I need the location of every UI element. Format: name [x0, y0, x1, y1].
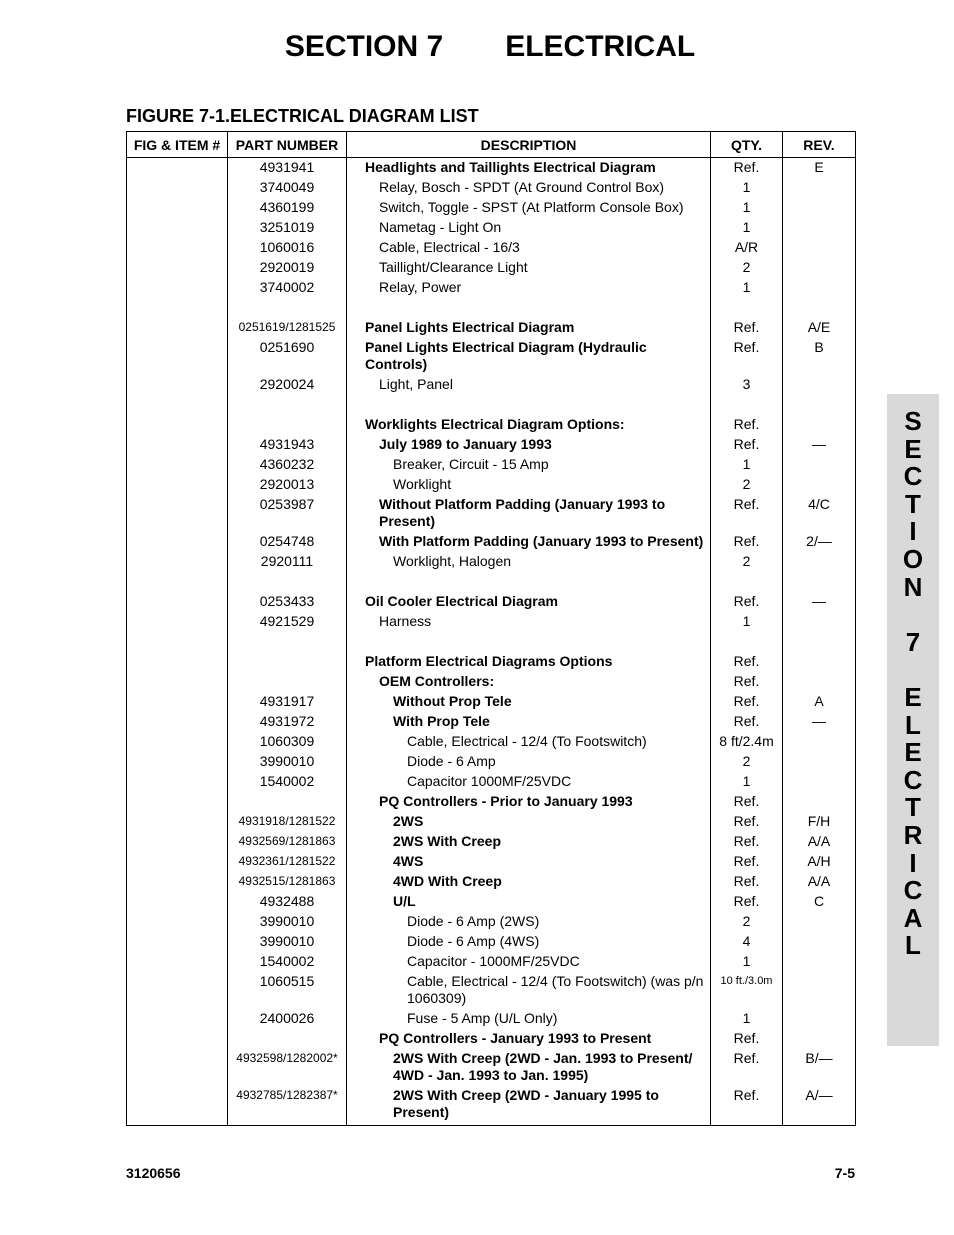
column-header-part-number: PART NUMBER — [228, 132, 347, 158]
description-cell: Platform Electrical Diagrams Options — [347, 652, 711, 672]
description-cell: Nametag - Light On — [347, 218, 711, 238]
column-header-rev: REV. — [783, 132, 856, 158]
side-tab-letter: E — [904, 681, 922, 712]
side-tab-letter: L — [905, 930, 921, 961]
table-row — [127, 178, 856, 198]
part-number-cell: 0254748 — [228, 532, 347, 552]
fig-item-cell — [127, 752, 228, 772]
table-row — [127, 672, 856, 692]
qty-cell: 1 — [711, 455, 783, 475]
rev-cell — [783, 672, 856, 692]
fig-item-cell — [127, 592, 228, 612]
side-tab-letter: C — [903, 461, 923, 492]
table-row — [127, 872, 856, 892]
fig-item-cell — [127, 952, 228, 972]
qty-cell: Ref. — [711, 338, 783, 375]
fig-item-cell — [127, 375, 228, 395]
table-row — [127, 852, 856, 872]
rev-cell — [783, 952, 856, 972]
description-cell: Cable, Electrical - 16/3 — [347, 238, 711, 258]
fig-item-cell — [127, 495, 228, 532]
part-number-cell: 3990010 — [228, 912, 347, 932]
description-cell: Panel Lights Electrical Diagram — [347, 318, 711, 338]
description-cell: Relay, Power — [347, 278, 711, 298]
qty-cell: 2 — [711, 552, 783, 572]
part-number-cell: 0253987 — [228, 495, 347, 532]
column-header-fig-item: FIG & ITEM # — [127, 132, 228, 158]
description-cell: With Platform Padding (January 1993 to Present) — [347, 532, 711, 552]
table-row — [127, 198, 856, 218]
qty-cell: 8 ft/2.4m — [711, 732, 783, 752]
table-cell-empty — [711, 632, 783, 652]
rev-cell — [783, 752, 856, 772]
table-row — [127, 932, 856, 952]
table-spacer-row — [127, 572, 856, 592]
description-cell: Taillight/Clearance Light — [347, 258, 711, 278]
rev-cell — [783, 218, 856, 238]
qty-cell: Ref. — [711, 712, 783, 732]
table-row — [127, 218, 856, 238]
part-number-cell — [228, 792, 347, 812]
part-number-cell: 3251019 — [228, 218, 347, 238]
fig-item-cell — [127, 158, 228, 179]
qty-cell: 3 — [711, 375, 783, 395]
description-cell: 2WS With Creep (2WD - Jan. 1993 to Present/ 4WD - Jan. 1993 to Jan. 1995) — [347, 1049, 711, 1086]
table-cell-empty — [783, 632, 856, 652]
rev-cell — [783, 198, 856, 218]
fig-item-cell — [127, 912, 228, 932]
qty-cell: Ref. — [711, 158, 783, 179]
side-tab-letter: R — [903, 819, 923, 850]
side-tab-letter: E — [904, 433, 922, 464]
description-cell: Diode - 6 Amp — [347, 752, 711, 772]
side-tab-letter: C — [903, 875, 923, 906]
fig-item-cell — [127, 258, 228, 278]
table-row — [127, 692, 856, 712]
rev-cell: B/— — [783, 1049, 856, 1086]
table-row — [127, 712, 856, 732]
table-cell-empty — [228, 395, 347, 415]
part-number-cell: 4932515/1281863 — [228, 872, 347, 892]
side-tab-letter: T — [905, 488, 921, 519]
fig-item-cell — [127, 712, 228, 732]
part-number-cell: 3740049 — [228, 178, 347, 198]
section-name: ELECTRICAL — [505, 30, 696, 63]
part-number-cell: 4931943 — [228, 435, 347, 455]
description-cell: Light, Panel — [347, 375, 711, 395]
rev-cell: — — [783, 712, 856, 732]
rev-cell: A/A — [783, 832, 856, 852]
table-row — [127, 1049, 856, 1086]
part-number-cell: 4932569/1281863 — [228, 832, 347, 852]
part-number-cell: 2920019 — [228, 258, 347, 278]
description-cell: Fuse - 5 Amp (U/L Only) — [347, 1009, 711, 1029]
table-row — [127, 612, 856, 632]
description-cell: Worklight, Halogen — [347, 552, 711, 572]
description-cell: With Prop Tele — [347, 712, 711, 732]
table-header-row — [127, 132, 856, 158]
fig-item-cell — [127, 612, 228, 632]
qty-cell: 1 — [711, 178, 783, 198]
side-tab-letter: E — [904, 737, 922, 768]
fig-item-cell — [127, 852, 228, 872]
table-cell-empty — [228, 298, 347, 318]
description-cell: PQ Controllers - January 1993 to Present — [347, 1029, 711, 1049]
side-tab-letter: A — [903, 902, 923, 933]
fig-item-cell — [127, 435, 228, 455]
qty-cell: 1 — [711, 952, 783, 972]
fig-item-cell — [127, 792, 228, 812]
rev-cell — [783, 552, 856, 572]
table-row — [127, 912, 856, 932]
part-number-cell: 0253433 — [228, 592, 347, 612]
qty-cell: Ref. — [711, 1086, 783, 1126]
part-number-cell — [228, 652, 347, 672]
table-cell-empty — [127, 298, 228, 318]
qty-cell: 1 — [711, 198, 783, 218]
side-tab-text — [887, 408, 939, 960]
rev-cell: A/— — [783, 1086, 856, 1126]
fig-item-cell — [127, 1009, 228, 1029]
table-row — [127, 792, 856, 812]
table-row — [127, 1009, 856, 1029]
rev-cell — [783, 455, 856, 475]
fig-item-cell — [127, 198, 228, 218]
rev-cell — [783, 475, 856, 495]
part-number-cell: 4921529 — [228, 612, 347, 632]
fig-item-cell — [127, 455, 228, 475]
fig-item-cell — [127, 812, 228, 832]
part-number-cell: 2920024 — [228, 375, 347, 395]
table-cell-empty — [127, 572, 228, 592]
document-number: 3120656 — [126, 1165, 181, 1181]
description-cell: Breaker, Circuit - 15 Amp — [347, 455, 711, 475]
part-number-cell: 1540002 — [228, 952, 347, 972]
rev-cell: — — [783, 435, 856, 455]
table-row — [127, 238, 856, 258]
rev-cell — [783, 258, 856, 278]
part-number-cell: 4932361/1281522 — [228, 852, 347, 872]
part-number-cell — [228, 672, 347, 692]
qty-cell: Ref. — [711, 1029, 783, 1049]
qty-cell: 2 — [711, 912, 783, 932]
description-cell: 4WD With Creep — [347, 872, 711, 892]
qty-cell: Ref. — [711, 1049, 783, 1086]
part-number-cell: 2920111 — [228, 552, 347, 572]
table-cell-empty — [711, 395, 783, 415]
section-label: SECTION 7 — [284, 30, 444, 63]
qty-cell: Ref. — [711, 872, 783, 892]
fig-item-cell — [127, 652, 228, 672]
qty-cell: 1 — [711, 772, 783, 792]
side-tab-letter: 7 — [905, 626, 921, 657]
side-tab-letter: I — [909, 516, 917, 547]
rev-cell — [783, 415, 856, 435]
figure-title: FIGURE 7-1.ELECTRICAL DIAGRAM LIST — [126, 106, 479, 126]
qty-cell: Ref. — [711, 672, 783, 692]
description-cell: PQ Controllers - Prior to January 1993 — [347, 792, 711, 812]
qty-cell: Ref. — [711, 495, 783, 532]
description-cell: Worklights Electrical Diagram Options: — [347, 415, 711, 435]
table-row — [127, 495, 856, 532]
rev-cell: A/H — [783, 852, 856, 872]
description-cell: 4WS — [347, 852, 711, 872]
description-cell: July 1989 to January 1993 — [347, 435, 711, 455]
qty-cell: 2 — [711, 752, 783, 772]
side-tab-letter: N — [903, 571, 923, 602]
table-row — [127, 652, 856, 672]
description-cell: Capacitor - 1000MF/25VDC — [347, 952, 711, 972]
part-number-cell: 1540002 — [228, 772, 347, 792]
table-cell-empty — [347, 572, 711, 592]
fig-item-cell — [127, 892, 228, 912]
qty-cell: 4 — [711, 932, 783, 952]
qty-cell: Ref. — [711, 415, 783, 435]
description-cell: Relay, Bosch - SPDT (At Ground Control Box) — [347, 178, 711, 198]
column-header-qty: QTY. — [711, 132, 783, 158]
rev-cell: B — [783, 338, 856, 375]
rev-cell: A/A — [783, 872, 856, 892]
qty-cell: Ref. — [711, 812, 783, 832]
rev-cell: C — [783, 892, 856, 912]
description-cell: Cable, Electrical - 12/4 (To Footswitch) — [347, 732, 711, 752]
part-number-cell: 4360232 — [228, 455, 347, 475]
description-cell: Oil Cooler Electrical Diagram — [347, 592, 711, 612]
part-number-cell: 2920013 — [228, 475, 347, 495]
rev-cell — [783, 375, 856, 395]
qty-cell: A/R — [711, 238, 783, 258]
side-tab-letter: I — [909, 847, 917, 878]
description-cell: Cable, Electrical - 12/4 (To Footswitch) (was p/n 1060309) — [347, 972, 711, 1009]
table-row — [127, 952, 856, 972]
part-number-cell: 1060309 — [228, 732, 347, 752]
table-row — [127, 532, 856, 552]
fig-item-cell — [127, 972, 228, 1009]
part-number-cell: 4932785/1282387* — [228, 1086, 347, 1126]
table-spacer-row — [127, 395, 856, 415]
qty-cell: Ref. — [711, 852, 783, 872]
part-number-cell: 4931918/1281522 — [228, 812, 347, 832]
part-number-cell: 4360199 — [228, 198, 347, 218]
description-cell: Without Prop Tele — [347, 692, 711, 712]
part-number-cell: 1060515 — [228, 972, 347, 1009]
description-cell: Diode - 6 Amp (2WS) — [347, 912, 711, 932]
description-cell: Diode - 6 Amp (4WS) — [347, 932, 711, 952]
table-row — [127, 752, 856, 772]
table-row — [127, 475, 856, 495]
table-row — [127, 732, 856, 752]
fig-item-cell — [127, 1049, 228, 1086]
fig-item-cell — [127, 218, 228, 238]
table-row — [127, 435, 856, 455]
qty-cell: Ref. — [711, 792, 783, 812]
table-row — [127, 375, 856, 395]
fig-item-cell — [127, 178, 228, 198]
section-side-tab — [887, 394, 939, 1046]
table-row — [127, 258, 856, 278]
part-number-cell: 4932598/1282002* — [228, 1049, 347, 1086]
rev-cell: — — [783, 592, 856, 612]
part-number-cell: 4931972 — [228, 712, 347, 732]
part-number-cell: 4931941 — [228, 158, 347, 179]
fig-item-cell — [127, 475, 228, 495]
rev-cell: F/H — [783, 812, 856, 832]
fig-item-cell — [127, 732, 228, 752]
table-spacer-row — [127, 632, 856, 652]
rev-cell: A/E — [783, 318, 856, 338]
description-cell: Worklight — [347, 475, 711, 495]
rev-cell — [783, 932, 856, 952]
qty-cell: Ref. — [711, 532, 783, 552]
part-number-cell — [228, 415, 347, 435]
fig-item-cell — [127, 872, 228, 892]
table-row — [127, 1029, 856, 1049]
part-number-cell: 3990010 — [228, 752, 347, 772]
qty-cell: Ref. — [711, 318, 783, 338]
part-number-cell: 1060016 — [228, 238, 347, 258]
rev-cell — [783, 1009, 856, 1029]
qty-cell: Ref. — [711, 692, 783, 712]
qty-cell: 2 — [711, 258, 783, 278]
fig-item-cell — [127, 415, 228, 435]
table-cell-empty — [127, 395, 228, 415]
table-cell-empty — [711, 298, 783, 318]
side-tab-letter — [887, 656, 939, 684]
page-number: 7-5 — [834, 1165, 855, 1181]
table-cell-empty — [783, 298, 856, 318]
description-cell: Capacitor 1000MF/25VDC — [347, 772, 711, 792]
table-cell-empty — [347, 632, 711, 652]
rev-cell — [783, 972, 856, 1009]
rev-cell: 4/C — [783, 495, 856, 532]
table-row — [127, 318, 856, 338]
rev-cell — [783, 238, 856, 258]
description-cell: Harness — [347, 612, 711, 632]
fig-item-cell — [127, 832, 228, 852]
table-cell-empty — [228, 632, 347, 652]
side-tab-letter: O — [902, 543, 924, 574]
description-cell: 2WS — [347, 812, 711, 832]
table-row — [127, 892, 856, 912]
part-number-cell: 0251690 — [228, 338, 347, 375]
fig-item-cell — [127, 318, 228, 338]
rev-cell — [783, 612, 856, 632]
table-cell-empty — [228, 572, 347, 592]
table-cell-empty — [711, 572, 783, 592]
table-row — [127, 1086, 856, 1126]
description-cell: U/L — [347, 892, 711, 912]
rev-cell — [783, 1029, 856, 1049]
fig-item-cell — [127, 1086, 228, 1126]
qty-cell: 2 — [711, 475, 783, 495]
description-cell: Panel Lights Electrical Diagram (Hydraulic Controls) — [347, 338, 711, 375]
fig-item-cell — [127, 932, 228, 952]
part-number-cell: 4932488 — [228, 892, 347, 912]
qty-cell: 1 — [711, 1009, 783, 1029]
table-cell-empty — [783, 395, 856, 415]
part-number-cell: 3990010 — [228, 932, 347, 952]
table-cell-empty — [783, 572, 856, 592]
table-row — [127, 772, 856, 792]
table-row — [127, 832, 856, 852]
side-tab-letter — [887, 601, 939, 629]
qty-cell: Ref. — [711, 832, 783, 852]
part-number-cell: 0251619/1281525 — [228, 318, 347, 338]
description-cell: Without Platform Padding (January 1993 to Present) — [347, 495, 711, 532]
rev-cell — [783, 652, 856, 672]
fig-item-cell — [127, 532, 228, 552]
description-cell: 2WS With Creep — [347, 832, 711, 852]
table-row — [127, 415, 856, 435]
description-cell: 2WS With Creep (2WD - January 1995 to Present) — [347, 1086, 711, 1126]
rev-cell: 2/— — [783, 532, 856, 552]
table-row — [127, 812, 856, 832]
fig-item-cell — [127, 772, 228, 792]
table-row — [127, 158, 856, 179]
rev-cell — [783, 792, 856, 812]
rev-cell — [783, 178, 856, 198]
table-row — [127, 552, 856, 572]
fig-item-cell — [127, 238, 228, 258]
qty-cell: Ref. — [711, 435, 783, 455]
fig-item-cell — [127, 692, 228, 712]
table-cell-empty — [347, 298, 711, 318]
side-tab-letter: L — [905, 709, 921, 740]
fig-item-cell — [127, 278, 228, 298]
rev-cell: E — [783, 158, 856, 179]
description-cell: Headlights and Taillights Electrical Diagram — [347, 158, 711, 179]
qty-cell: 1 — [711, 612, 783, 632]
rev-cell — [783, 278, 856, 298]
table-row — [127, 278, 856, 298]
table-row — [127, 972, 856, 1009]
table-cell-empty — [347, 395, 711, 415]
qty-cell: Ref. — [711, 652, 783, 672]
qty-cell: Ref. — [711, 592, 783, 612]
fig-item-cell — [127, 552, 228, 572]
rev-cell — [783, 732, 856, 752]
qty-cell: 10 ft./3.0m — [711, 972, 783, 1009]
part-number-cell: 3740002 — [228, 278, 347, 298]
page-title — [0, 30, 954, 64]
rev-cell — [783, 912, 856, 932]
rev-cell — [783, 772, 856, 792]
qty-cell: 1 — [711, 278, 783, 298]
side-tab-letter: C — [903, 764, 923, 795]
qty-cell: Ref. — [711, 892, 783, 912]
description-cell: OEM Controllers: — [347, 672, 711, 692]
side-tab-letter: S — [904, 406, 922, 436]
table-row — [127, 338, 856, 375]
side-tab-letter: T — [905, 792, 921, 823]
parts-table — [126, 131, 856, 1126]
rev-cell: A — [783, 692, 856, 712]
qty-cell: 1 — [711, 218, 783, 238]
table-row — [127, 455, 856, 475]
table-row — [127, 592, 856, 612]
fig-item-cell — [127, 338, 228, 375]
description-cell: Switch, Toggle - SPST (At Platform Console Box) — [347, 198, 711, 218]
fig-item-cell — [127, 672, 228, 692]
part-number-cell: 4931917 — [228, 692, 347, 712]
table-cell-empty — [127, 632, 228, 652]
column-header-description: DESCRIPTION — [347, 132, 711, 158]
part-number-cell: 2400026 — [228, 1009, 347, 1029]
fig-item-cell — [127, 1029, 228, 1049]
part-number-cell — [228, 1029, 347, 1049]
table-spacer-row — [127, 298, 856, 318]
